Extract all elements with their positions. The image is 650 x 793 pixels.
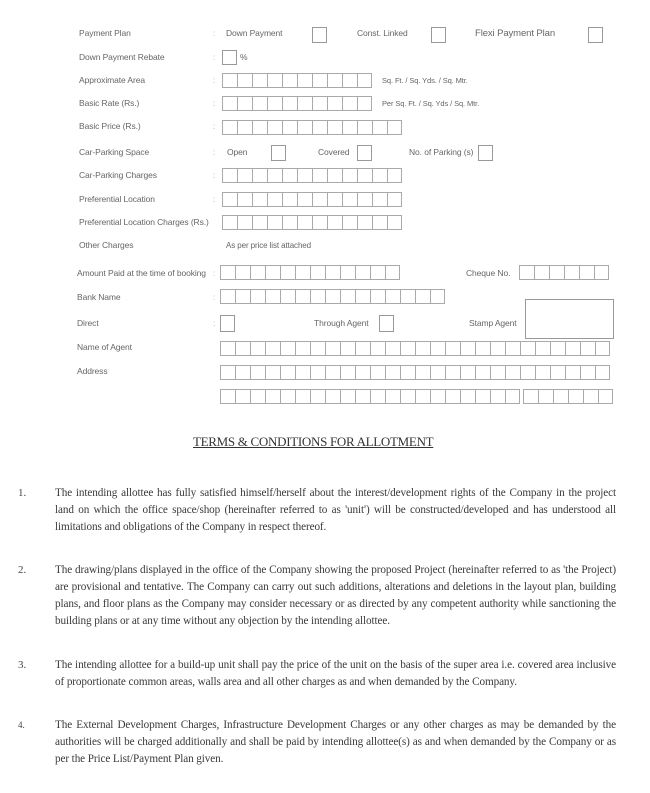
colon: : [213, 319, 216, 328]
no-of-parking-label: No. of Parking (s) [409, 147, 474, 157]
basic-rate-input[interactable] [222, 96, 372, 111]
no-of-parking-input[interactable] [478, 145, 493, 161]
flexi-payment-option-label: Flexi Payment Plan [475, 28, 556, 39]
term-text: The External Development Charges, Infrastructure Development Charges or any other charges as may be demanded by the authorities will be charged additionally and shall be paid by intending allottee(s) as and when demanded by the Company or as per the Price List/Payment Plan given. [55, 719, 616, 765]
colon: : [213, 122, 216, 131]
name-of-agent-input[interactable] [220, 341, 610, 356]
through-agent-checkbox[interactable] [379, 315, 394, 332]
const-linked-checkbox[interactable] [431, 27, 446, 43]
down-payment-rebate-input[interactable] [222, 50, 237, 65]
approximate-area-input[interactable] [222, 73, 372, 88]
flexi-payment-checkbox[interactable] [588, 27, 603, 43]
payment-plan-label: Payment Plan [79, 28, 131, 38]
amount-paid-input[interactable] [220, 265, 400, 280]
amount-paid-label: Amount Paid at the time of booking [77, 268, 206, 278]
cheque-no-input[interactable] [519, 265, 609, 280]
stamp-agent-label: Stamp Agent [469, 318, 517, 328]
basic-price-label: Basic Price (Rs.) [79, 121, 141, 131]
open-parking-checkbox[interactable] [271, 145, 286, 161]
colon: : [213, 293, 216, 302]
colon: : [213, 99, 216, 108]
term-number: 4. [18, 720, 25, 730]
colon: : [213, 53, 216, 62]
direct-checkbox[interactable] [220, 315, 235, 332]
address-line-1-input[interactable] [220, 365, 610, 380]
terms-title: TERMS & CONDITIONS FOR ALLOTMENT [193, 434, 434, 449]
term-text: The intending allottee has fully satisfied himself/herself about the interest/development rights of the Company in the project land on which the office space/shop (hereinafter referred to as 'unit') will be constructed/developed and has understood all limitations and obligations of the Company in respect thereof. [55, 487, 616, 533]
term-number: 3. [18, 659, 27, 671]
colon: : [213, 171, 216, 180]
address-label: Address [77, 366, 108, 376]
down-payment-option-label: Down Payment [226, 28, 283, 38]
down-payment-rebate-label: Down Payment Rebate [79, 52, 165, 62]
basic-price-input[interactable] [222, 120, 402, 135]
preferential-location-label: Preferential Location [79, 194, 155, 204]
approximate-area-label: Approximate Area [79, 75, 145, 85]
open-parking-label: Open [227, 147, 248, 157]
car-parking-charges-input[interactable] [222, 168, 402, 183]
bank-name-label: Bank Name [77, 292, 121, 302]
covered-parking-checkbox[interactable] [357, 145, 372, 161]
direct-label: Direct [77, 318, 99, 328]
preferential-location-charges-label: Preferential Location Charges (Rs.) [79, 217, 209, 227]
stamp-agent-box[interactable] [525, 299, 614, 339]
car-parking-space-label: Car-Parking Space [79, 147, 150, 157]
preferential-location-input[interactable] [222, 192, 402, 207]
other-charges-label: Other Charges [79, 240, 134, 250]
bank-name-input[interactable] [220, 289, 445, 304]
name-of-agent-label: Name of Agent [77, 342, 132, 352]
address-pincode-input[interactable] [523, 389, 613, 404]
through-agent-label: Through Agent [314, 318, 369, 328]
car-parking-charges-label: Car-Parking Charges [79, 170, 157, 180]
term-number: 1. [18, 487, 27, 499]
covered-parking-label: Covered [318, 147, 350, 157]
basic-rate-label: Basic Rate (Rs.) [79, 98, 140, 108]
term-text: The drawing/plans displayed in the office of the Company showing the proposed Project (hereinafter referred to as 'the Project) are provisional and tentative. The Company can carry out such additions, alterations and deletions in the layout plan, building plans, and floor plans as the Company may consider necessary or as directed by any competent authority while sanctioning the building plans or at any time without any objection by the intending allottee. [55, 564, 616, 627]
percent-unit: % [240, 52, 248, 62]
term-text: The intending allottee for a build-up unit shall pay the price of the unit on the basis of the super area i.e. covered area inclusive of proportionate common areas, walls area and all other charges as and when demanded by the Company. [55, 659, 616, 688]
const-linked-option-label: Const. Linked [357, 28, 408, 38]
preferential-location-charges-input[interactable] [222, 215, 402, 230]
rate-unit-label: Per Sq. Ft. / Sq. Yds / Sq. Mtr. [382, 99, 480, 108]
term-number: 2. [18, 564, 27, 576]
other-charges-value: As per price list attached [226, 241, 311, 250]
colon: : [213, 148, 216, 157]
colon: : [213, 269, 216, 278]
address-line-2-input[interactable] [220, 389, 520, 404]
colon: : [213, 195, 216, 204]
area-unit-label: Sq. Ft. / Sq. Yds. / Sq. Mtr. [382, 76, 468, 85]
cheque-no-label: Cheque No. [466, 268, 511, 278]
down-payment-checkbox[interactable] [312, 27, 327, 43]
colon: : [213, 76, 216, 85]
colon: : [213, 29, 216, 38]
